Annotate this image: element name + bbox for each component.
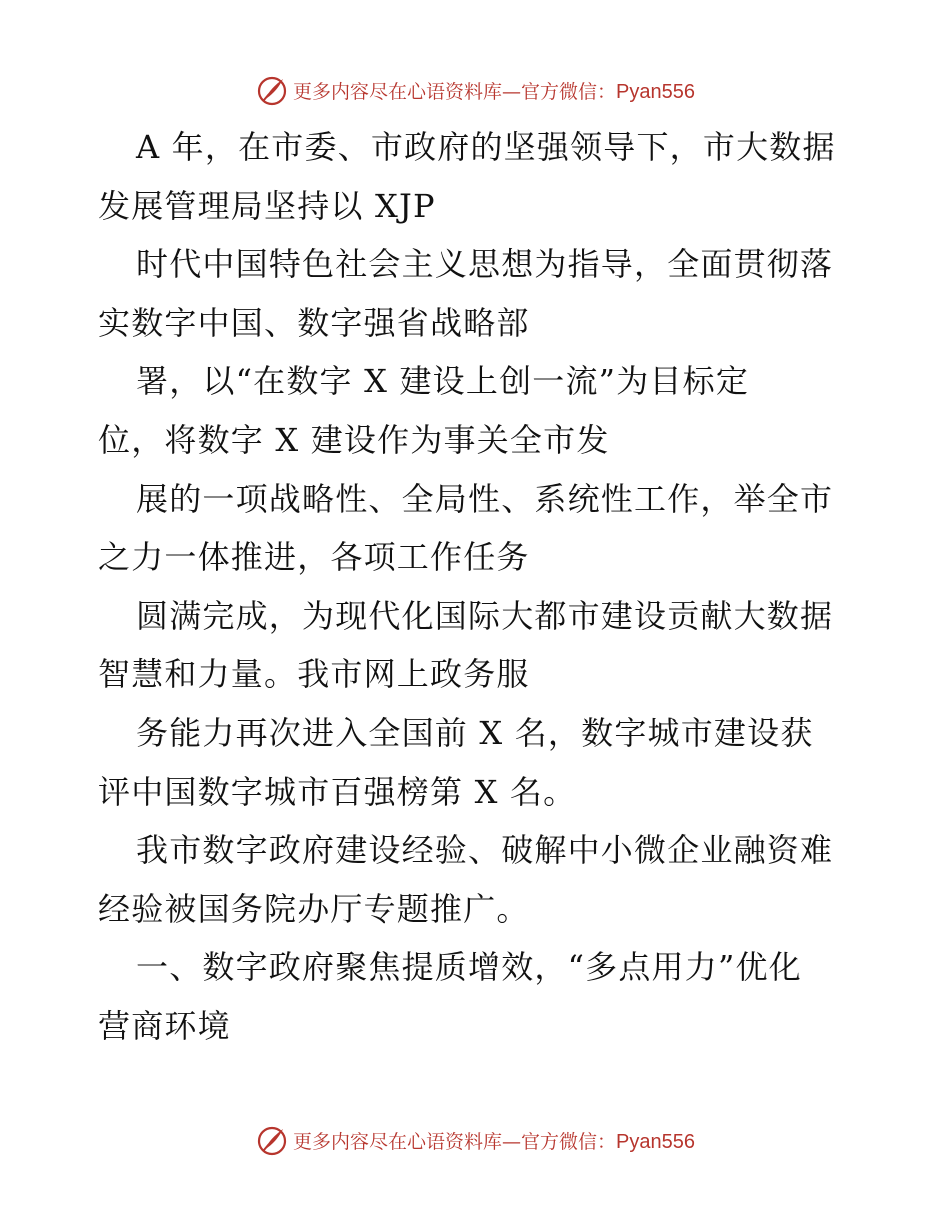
- paragraph-second-line: 发展管理局坚持以 XJP: [98, 186, 436, 225]
- feather-pen-seal-icon: [255, 73, 289, 107]
- paragraph-first-line: 署，以“在数字 X 建设上创一流”为目标定: [136, 362, 750, 401]
- paragraph-first-line: 务能力再次进入全国前 X 名，数字城市建设获: [136, 713, 814, 752]
- paragraph: [98, 352, 858, 469]
- paragraph-first-line: 时代中国特色社会主义思想为指导，全面贯彻落: [136, 245, 834, 284]
- wechat-id: Pyan556: [616, 80, 695, 103]
- section-heading: [98, 938, 858, 1055]
- paragraph-first-line: 我市数字政府建设经验、破解中小微企业融资难: [136, 831, 834, 870]
- paragraph-first-line: 展的一项战略性、全局性、系统性工作，举全市: [136, 479, 834, 518]
- paragraph-second-line: 位，将数字 X 建设作为事关全市发: [98, 420, 610, 459]
- paragraph-first-line: A 年，在市委、市政府的坚强领导下，市大数据: [136, 128, 836, 166]
- paragraph: [98, 470, 858, 587]
- feather-pen-seal-icon: [255, 1123, 289, 1157]
- paragraph-second-line: 之力一体推进，各项工作任务: [98, 538, 530, 577]
- document-body: [98, 118, 858, 1056]
- watermark-text: 更多内容尽在心语资料库—官方微信：Pyan556: [293, 1130, 695, 1153]
- header-watermark: [0, 70, 950, 110]
- paragraph: [98, 587, 858, 704]
- paragraph-second-line: 经验被国务院办厅专题推广。: [98, 889, 530, 928]
- paragraph: [98, 821, 858, 938]
- paragraph-second-line: 评中国数字城市百强榜第 X 名。: [98, 772, 577, 811]
- paragraph: [98, 235, 858, 352]
- footer-watermark: [0, 1120, 950, 1160]
- paragraph-first-line: 一、数字政府聚焦提质增效，“多点用力”优化: [136, 948, 802, 987]
- paragraph-second-line: 智慧和力量。我市网上政务服: [98, 655, 530, 694]
- paragraph-second-line: 实数字中国、数字强省战略部: [98, 303, 530, 342]
- paragraph-second-line: 营商环境: [98, 1006, 231, 1045]
- paragraph: [98, 118, 858, 235]
- paragraph-first-line: 圆满完成，为现代化国际大都市建设贡献大数据: [136, 596, 834, 635]
- watermark-text: 更多内容尽在心语资料库—官方微信：Pyan556: [293, 80, 695, 103]
- wechat-id: Pyan556: [616, 1130, 695, 1153]
- paragraph: [98, 704, 858, 821]
